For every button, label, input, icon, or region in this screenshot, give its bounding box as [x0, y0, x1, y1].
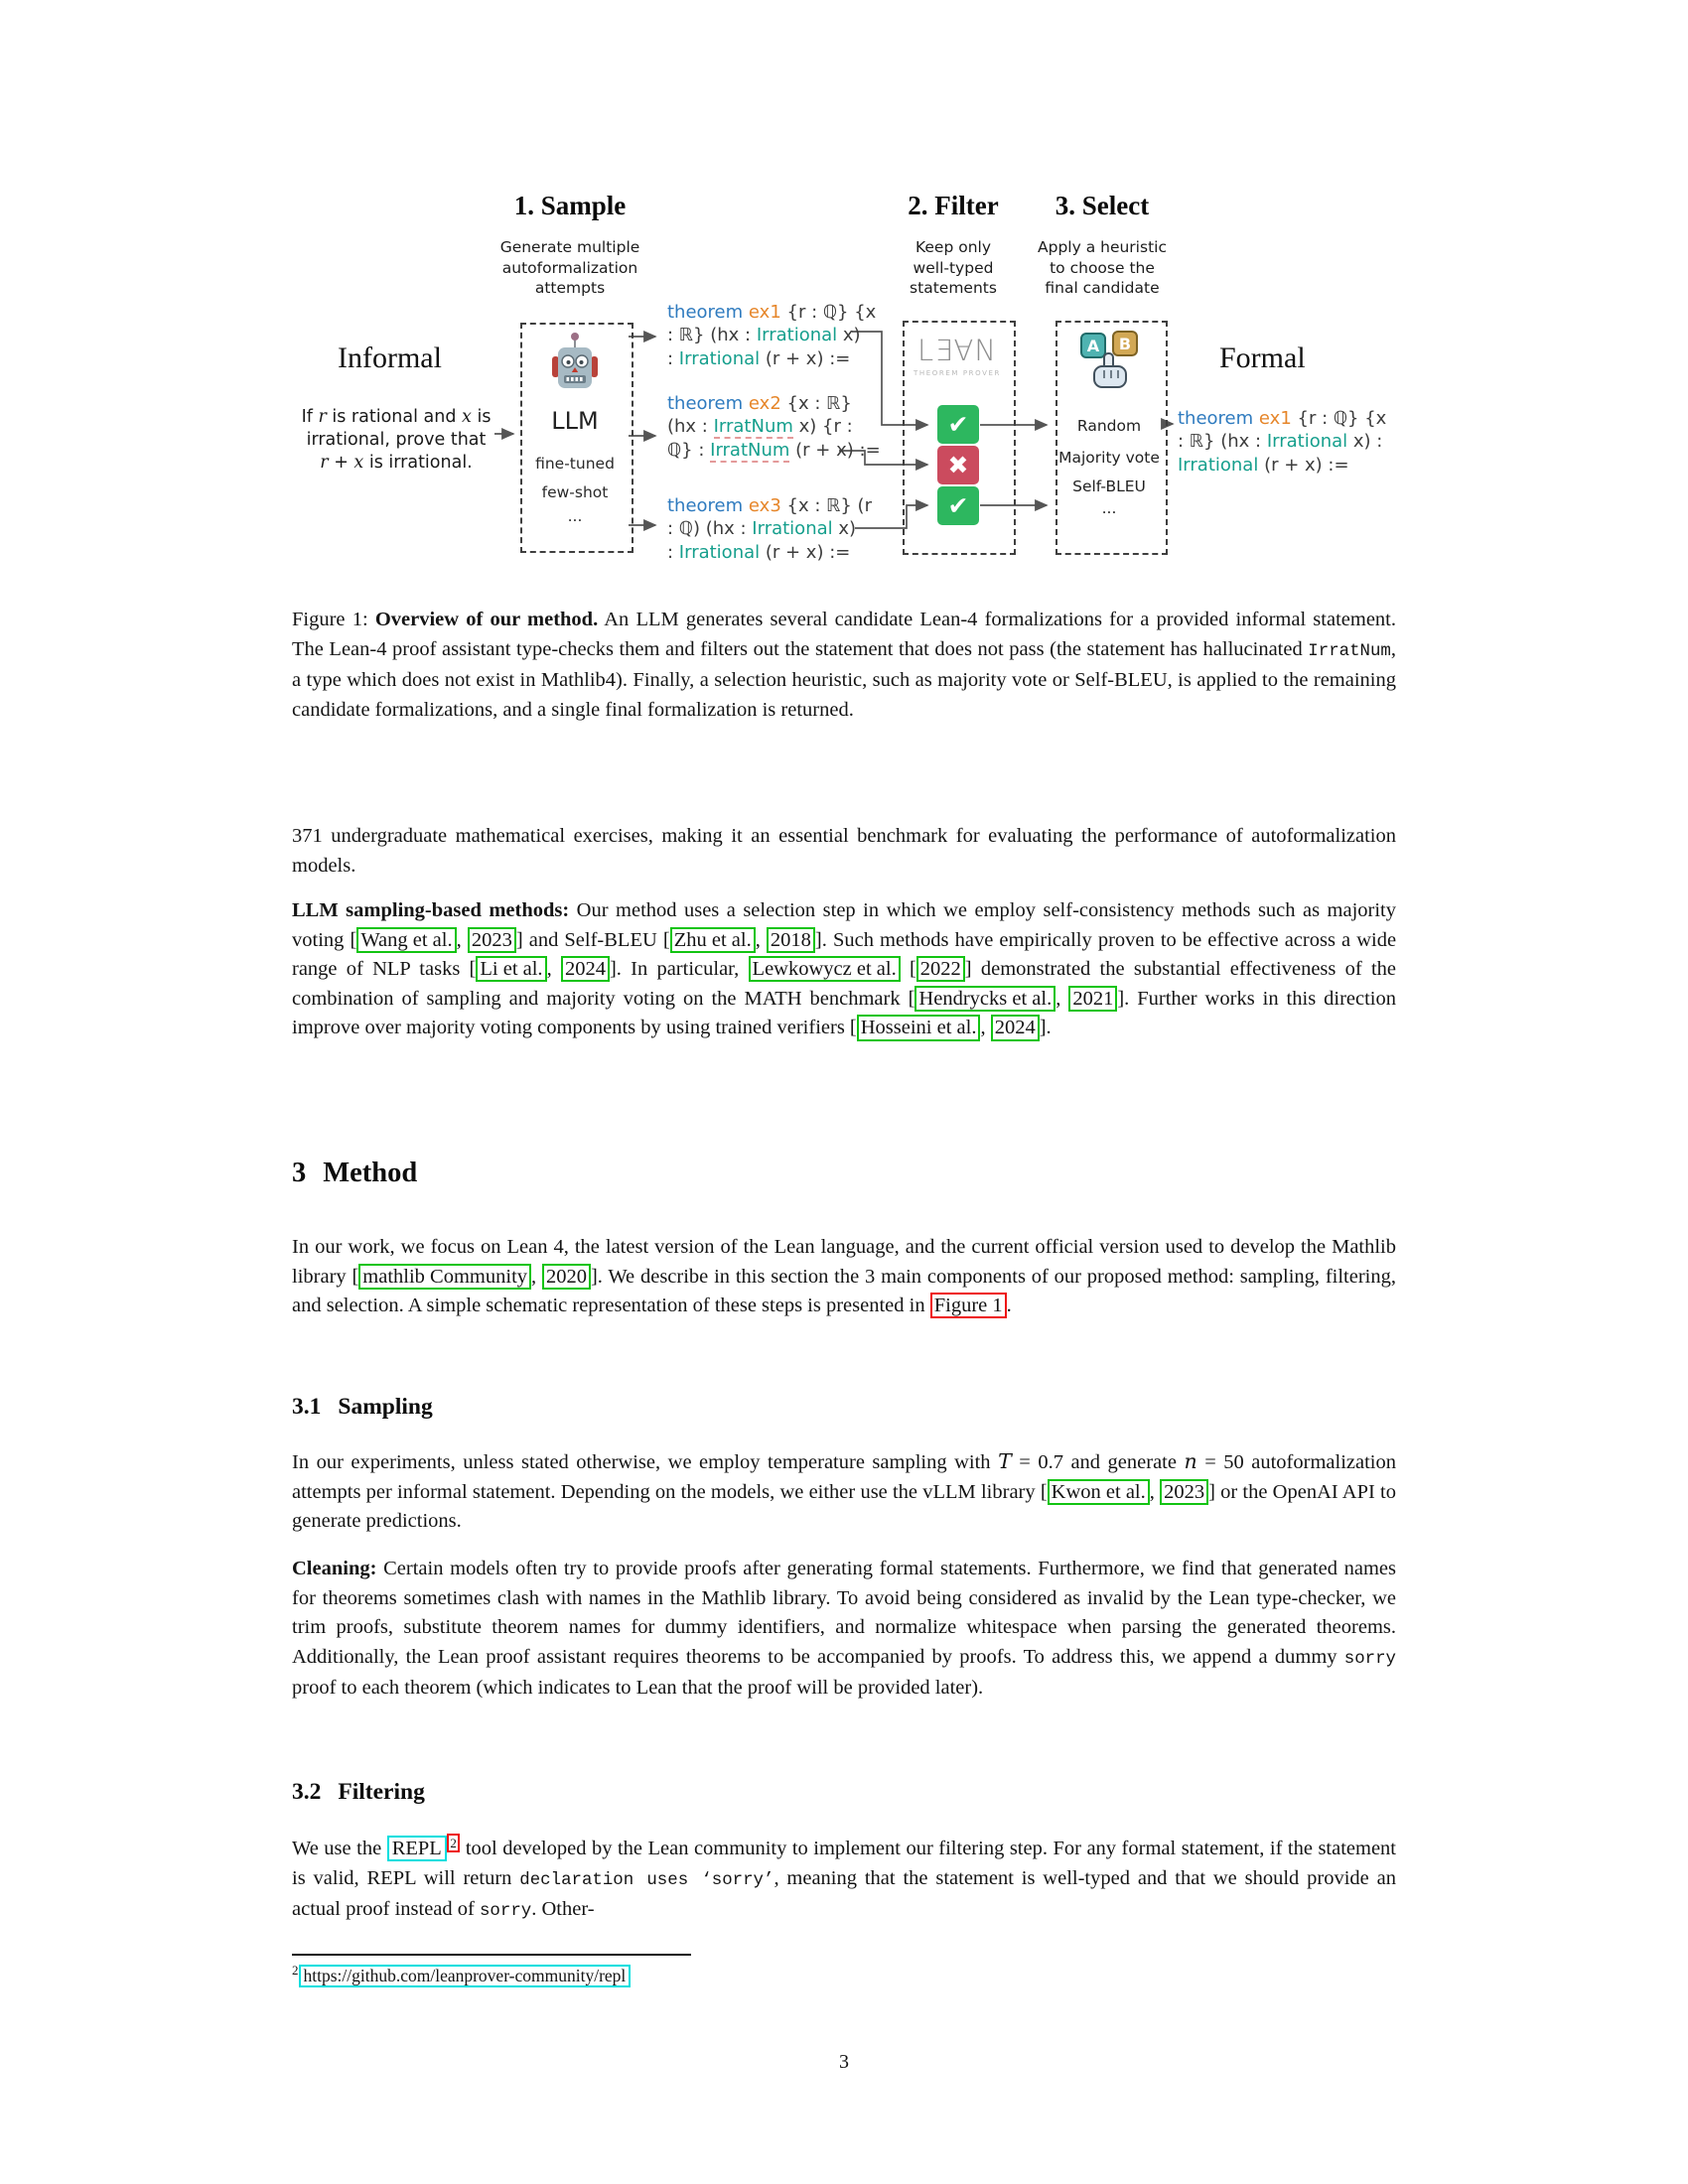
citation-link[interactable]: 2020	[542, 1264, 591, 1290]
text-segment: 371 undergraduate mathematical exercises, making it an essential benchmark for evaluating the performance of autoformalization models.	[292, 825, 1396, 877]
step-filter-title: 2. Filter	[908, 191, 999, 220]
text-segment: x) {r :	[792, 416, 853, 438]
text-segment: ,	[1055, 987, 1069, 1010]
text-segment: x) :	[1347, 431, 1383, 453]
text-segment: declaration uses ‘sorry’	[519, 1869, 774, 1890]
footnote	[292, 1963, 631, 1987]
subsection-heading-filtering	[292, 1779, 425, 1806]
text-segment: IrratNum	[710, 439, 790, 461]
text-segment: (hx :	[667, 416, 714, 438]
text-segment: Irrational	[678, 541, 761, 563]
citation-link[interactable]: Li et al.	[476, 956, 546, 982]
text-segment: ,	[546, 958, 561, 981]
text-segment: (r + x) :=	[1258, 454, 1349, 476]
select-option-majority-vote: Majority vote	[1058, 449, 1160, 467]
text-segment: x)	[837, 325, 861, 346]
text-segment: tool developed by the Lean community to implement our filtering step. For any formal statement, if the statement is valid, REPL will return	[292, 1838, 1396, 1889]
paragraph-cleaning	[292, 1555, 1396, 1704]
candidate-ex3-code	[667, 494, 872, 564]
paragraph-filtering	[292, 1835, 1396, 1927]
subsection-number: 3.2	[292, 1779, 322, 1805]
formal-label: Formal	[1219, 341, 1306, 374]
typecheck-fail-icon: ✖	[937, 446, 979, 484]
citation-link[interactable]: Kwon et al.	[1048, 1479, 1150, 1505]
informal-statement-line	[302, 407, 492, 427]
text-segment: Our method uses a selection step in which we employ self-consistency methods such as majority voting [	[292, 899, 1396, 951]
subsection-number: 3.1	[292, 1394, 322, 1420]
text-segment: ,	[755, 928, 767, 951]
informal-statement-line	[320, 453, 473, 473]
text-segment: x	[353, 453, 364, 473]
text-segment: irrational, prove that	[306, 430, 487, 450]
text-segment: {r : ℚ} {x	[1291, 408, 1387, 429]
text-segment: = 50 autoformalization attempts per informal statement. Depending on the models, we either use the vLLM library [	[292, 1451, 1396, 1503]
citation-link[interactable]: Zhu et al.	[670, 927, 756, 953]
llm-label: LLM	[551, 407, 599, 435]
llm-note-fewshot: few-shot	[541, 483, 609, 501]
text-segment: ]. In particular,	[609, 958, 749, 981]
text-segment: proof to each theorem (which indicates to Lean that the proof will be provided later).	[292, 1677, 984, 1700]
robot-icon	[548, 330, 602, 393]
text-segment: :	[667, 541, 679, 563]
citation-link[interactable]: 2021	[1068, 986, 1117, 1012]
text-segment: In our experiments, unless stated otherwise, we employ temperature sampling with	[292, 1451, 999, 1473]
text-segment: ex3	[748, 495, 781, 516]
text-segment: ,	[1149, 1480, 1161, 1503]
footnote-rule	[292, 1954, 691, 1956]
text-segment: : ℚ) (hx :	[667, 518, 753, 540]
text-segment: , a type which does not exist in Mathlib4). Finally, a selection heuristic, such as majority vote or Self-BLEU, is applied to the remaining candidate formalizations, and a single final formalization is returned.	[292, 637, 1396, 721]
typecheck-pass-icon: ✔	[937, 486, 979, 525]
step-sample-title: 1. Sample	[513, 191, 627, 220]
text-segment: ] demonstrated the substantial effectiveness of the combination of sampling and majority voting on the MATH benchmark [	[292, 958, 1396, 1010]
text-segment: (r + x) :=	[789, 439, 881, 461]
text-segment: x	[462, 407, 472, 427]
text-segment: theorem	[667, 302, 744, 323]
informal-label: Informal	[338, 341, 442, 374]
text-segment: IrratNum	[713, 416, 793, 438]
text-segment: Irrational	[752, 518, 833, 540]
text-segment: theorem	[667, 393, 744, 414]
svg-text:B: B	[1118, 335, 1132, 353]
svg-text:A: A	[1086, 337, 1100, 355]
text-segment: (r + x) :=	[760, 347, 851, 369]
text-segment: ,	[456, 928, 468, 951]
text-segment: Irrational	[678, 347, 761, 369]
text-segment: We use the	[292, 1838, 387, 1859]
text-segment: ]. We describe in this section the 3 main components of our proposed method: sampling, filtering, and selection. A simple schematic representation of these steps is presented in	[292, 1265, 1396, 1317]
text-segment: sorry	[479, 1901, 532, 1922]
lean-logo: L∃∀N	[916, 334, 998, 367]
candidate-ex2-code	[667, 392, 881, 462]
text-segment: (r + x) :=	[760, 541, 851, 563]
step-filter-subtitle: Keep only well-typed statements	[910, 238, 997, 297]
text-segment: = 0.7 and generate	[1011, 1451, 1185, 1473]
text-segment: ]. Such methods have empirically proven to be effective across a wide range of NLP tasks [	[292, 928, 1397, 981]
text-segment: : ℝ} (hx :	[1178, 431, 1267, 453]
text-segment: ex2	[748, 393, 781, 414]
text-segment: is	[471, 407, 492, 427]
text-segment: r	[320, 453, 329, 473]
citation-link[interactable]: Hendrycks et al.	[914, 986, 1055, 1012]
text-segment: ]. Further works in this direction improve over majority voting components by using trained verifiers [	[292, 987, 1397, 1039]
text-segment: , meaning that the statement is well-typed and that we should provide an actual proof instead of	[292, 1866, 1396, 1921]
section-heading-method	[292, 1158, 417, 1189]
figure-ref-link[interactable]: Figure 1	[930, 1293, 1007, 1318]
text-segment: In our work, we focus on Lean 4, the latest version of the Lean language, and the current official version used to develop the Mathlib library [	[292, 1236, 1396, 1288]
paragraph-method-intro	[292, 1233, 1396, 1321]
text-segment: :	[667, 347, 679, 369]
text-segment: Irrational	[1178, 454, 1259, 476]
text-segment: : ℝ} (hx :	[667, 325, 757, 346]
text-segment: Irrational	[756, 325, 838, 346]
text-segment: Irrational	[1266, 431, 1348, 453]
citation-link[interactable]: 2022	[916, 956, 965, 982]
text-segment: {x : ℝ} (r	[780, 495, 872, 516]
text-segment: is irrational.	[363, 453, 473, 473]
url-link[interactable]: REPL	[387, 1836, 447, 1861]
informal-statement-line	[307, 430, 487, 450]
subsection-heading-sampling	[292, 1394, 433, 1421]
figure-1-caption	[292, 606, 1396, 725]
text-segment: +	[328, 453, 354, 473]
text-segment: Figure 1:	[292, 609, 375, 630]
url-link[interactable]: https://github.com/leanprover-community/repl	[299, 1965, 632, 1987]
text-segment: Overview of our method.	[374, 609, 599, 630]
citation-link[interactable]: 2023	[468, 927, 516, 953]
text-segment: .	[1006, 1295, 1012, 1317]
text-segment: ex1	[748, 302, 781, 323]
llm-note-finetuned: fine-tuned	[535, 455, 615, 473]
text-segment: IrratNum	[1308, 640, 1391, 661]
llm-note-ellipsis: ...	[567, 507, 583, 525]
text-segment: ,	[531, 1265, 542, 1288]
text-segment: [	[900, 958, 916, 981]
step-select-title: 3. Select	[1055, 191, 1150, 220]
page-number: 3	[839, 2051, 849, 2073]
text-segment: theorem	[1178, 408, 1254, 429]
select-option-self-bleu: Self-BLEU	[1072, 478, 1146, 495]
text-segment: T	[998, 1449, 1012, 1473]
text-segment: sorry	[1343, 1648, 1396, 1669]
text-segment: ℚ} :	[667, 439, 711, 461]
citation-link[interactable]: mathlib Community	[358, 1264, 531, 1290]
text-segment: r	[318, 407, 327, 427]
text-segment: ] or the OpenAI API to generate predictions.	[292, 1480, 1396, 1533]
typecheck-pass-icon: ✔	[937, 405, 979, 444]
text-segment: LLM sampling-based methods:	[292, 899, 577, 921]
text-segment: theorem	[667, 495, 744, 516]
formal-result-code	[1178, 407, 1386, 477]
citation-link[interactable]: Lewkowycz et al.	[749, 956, 901, 982]
subsection-title: Filtering	[338, 1779, 425, 1805]
paragraph-llm-sampling-methods	[292, 896, 1396, 1043]
text-segment: An LLM generates several candidate Lean-4 formalizations for a provided informal statement. The Lean-4 proof assistant type-checks them and filters out the statement that does not pass (the statement has hallucinated	[292, 609, 1396, 660]
citation-link[interactable]: 2024	[561, 956, 610, 982]
step-sample-subtitle: Generate multiple autoformalization attempts	[499, 238, 640, 297]
text-segment: ].	[1039, 1017, 1052, 1039]
citation-link[interactable]: Hosseini et al.	[857, 1015, 981, 1040]
citation-link[interactable]: Wang et al.	[356, 927, 456, 953]
citation-link[interactable]: 2018	[767, 927, 815, 953]
text-segment: ] and Self-BLEU [	[515, 928, 670, 951]
text-segment: If	[301, 407, 319, 427]
subsection-title: Sampling	[338, 1394, 433, 1420]
text-segment: is rational and	[326, 407, 463, 427]
step-select-subtitle: Apply a heuristic to choose the final candidate	[1038, 238, 1167, 297]
select-option-ellipsis: ...	[1101, 499, 1117, 517]
text-segment: {x : ℝ}	[780, 393, 852, 414]
citation-link[interactable]: 2024	[991, 1015, 1040, 1040]
text-segment: n	[1184, 1449, 1197, 1473]
text-segment: {r : ℚ} {x	[780, 302, 877, 323]
section-number: 3	[292, 1158, 307, 1188]
section-title: Method	[323, 1158, 418, 1188]
text-segment: Certain models often try to provide proofs after generating formal statements. Furthermore, we find that generated names for theorems sometimes clash with names in the Mathlib library. To avoid being considered as invalid by the Lean type-checker, we trim proofs, substitute theorem names for dummy identifiers, and normalize whitespace when parsing the generated theorems. Additionally, the Lean proof assistant requires theorems to be accompanied by proofs. To address this, we append a dummy	[292, 1558, 1396, 1668]
text-segment: ex1	[1258, 408, 1292, 429]
candidate-ex1-code	[667, 301, 876, 370]
text-segment: ,	[980, 1017, 991, 1039]
paragraph	[292, 822, 1396, 881]
lean-logo-subtext: THEOREM PROVER	[914, 369, 1001, 377]
text-segment: Cleaning:	[292, 1558, 384, 1579]
footnote-ref-link[interactable]: 2	[447, 1834, 461, 1852]
text-segment: . Other-	[531, 1898, 595, 1921]
paragraph-sampling	[292, 1447, 1396, 1537]
ab-choice-hand-icon	[1079, 327, 1141, 392]
select-option-random: Random	[1076, 417, 1142, 435]
citation-link[interactable]: 2023	[1160, 1479, 1208, 1505]
text-segment: 2	[292, 1963, 299, 1978]
text-segment: x)	[832, 518, 857, 540]
